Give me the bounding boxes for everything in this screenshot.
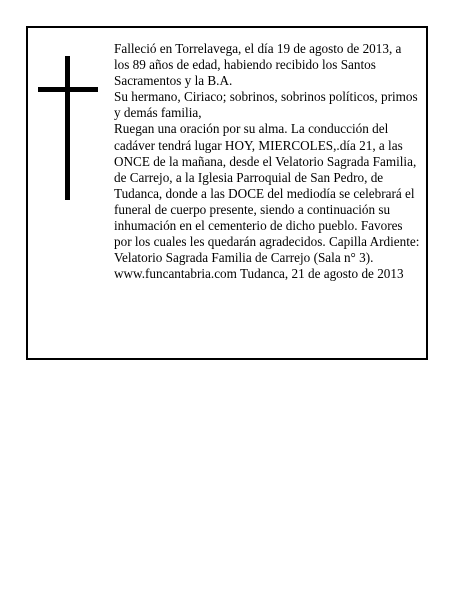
footer-website-date: www.funcantabria.com Tudanca, 21 de agosto de 2013 [114,266,404,282]
cross-horizontal-bar [38,87,98,92]
obituary-notice [26,26,428,360]
funeral-details: Ruegan una oración por su alma. La conducción del cadáver tendrá lugar HOY, MIERCOLES,.día 21, a las ONCE de la mañana, desde el Velatorio Sagrada Familia, de Carrejo, a la Iglesia Parroquial de San Pedro, de Tudanca, donde a las DOCE del mediodía se celebrará el funeral de cuerpo presente, siendo a continuación su inhumación en el cementerio de dicho pueblo. Favores por los cuales les quedarán agradecidos. Capilla Ardiente: Velatorio Sagrada Familia de Carrejo (Sala n° 3). [114,121,420,266]
death-announcement: Falleció en Torrelavega, el día 19 de agosto de 2013, a los 89 años de edad, habiendo recibido los Santos Sacramentos y la B.A. [114,41,402,89]
cross-vertical-bar [65,56,70,200]
family-mourners: Su hermano, Ciriaco; sobrinos, sobrinos políticos, primos y demás familia, [114,89,418,121]
notice-text [114,41,420,282]
cross-icon [38,56,100,200]
